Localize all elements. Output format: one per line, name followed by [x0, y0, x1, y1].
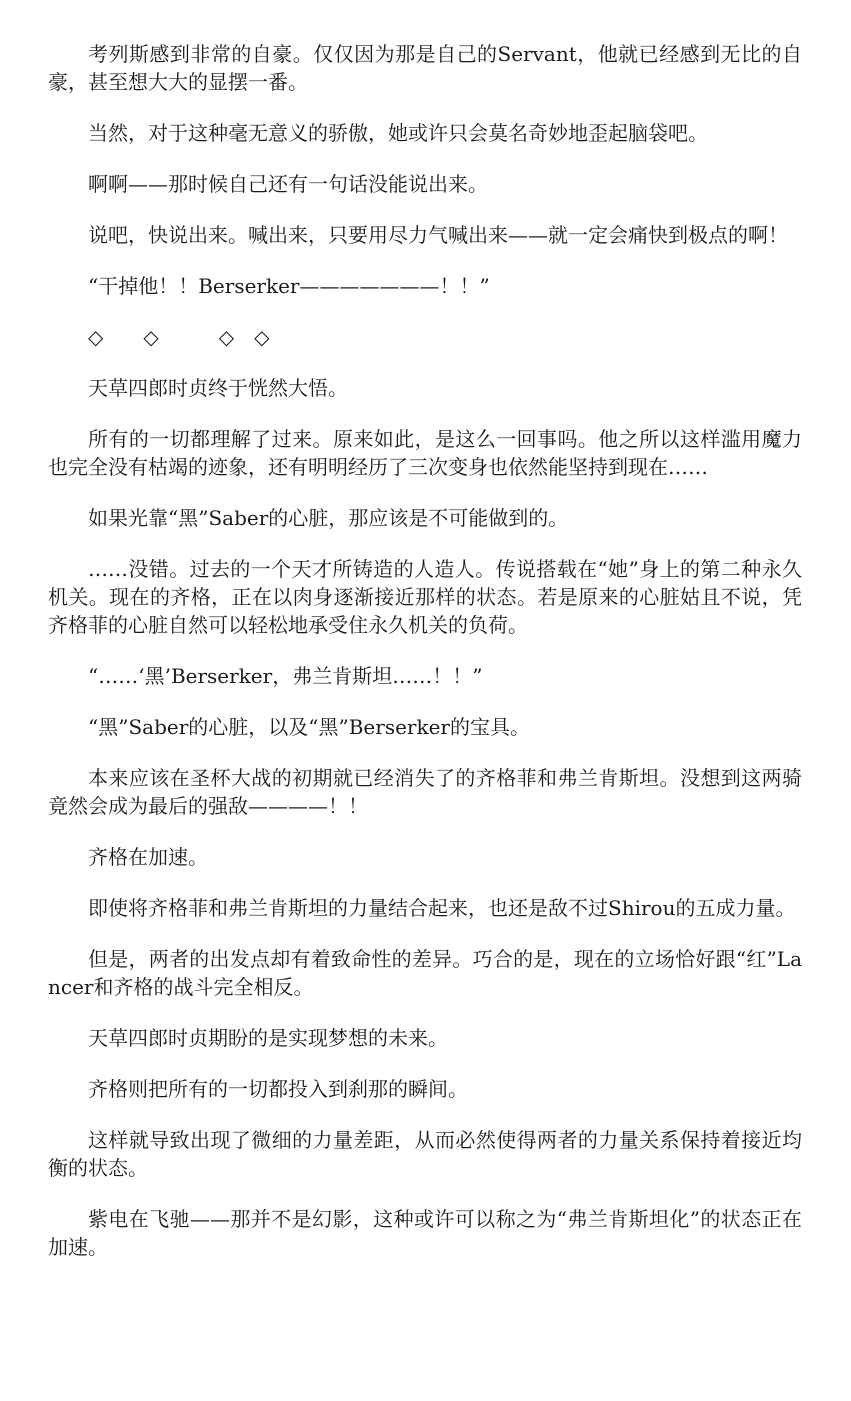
paragraph: “黑”Saber的心脏，以及“黑”Berserker的宝具。 — [88, 715, 530, 739]
paragraph: 这样就导致出现了微细的力量差距，从而必然使得两者的力量关系保持着接近均衡的状态。 — [48, 1128, 802, 1180]
scene-break-divider: ◇ ◇ ◇ ◇ — [88, 325, 270, 349]
paragraph: “干掉他！！Berserker———————！！” — [88, 274, 490, 298]
paragraph: 啊啊——那时候自己还有一句话没能说出来。 — [88, 172, 488, 196]
paragraph: 即使将齐格菲和弗兰肯斯坦的力量结合起来，也还是敌不过Shirou的五成力量。 — [88, 896, 796, 920]
paragraph: 说吧，快说出来。喊出来，只要用尽力气喊出来——就一定会痛快到极点的啊！ — [88, 223, 788, 247]
paragraph: 齐格在加速。 — [88, 845, 208, 869]
paragraph: 紫电在飞驰——那并不是幻影，这种或许可以称之为“弗兰肯斯坦化”的状态正在加速。 — [48, 1207, 802, 1259]
paragraph: 所有的一切都理解了过来。原来如此，是这么一回事吗。他之所以这样滥用魔力也完全没有枯竭的迹象，还有明明经历了三次变身也依然能坚持到现在…… — [48, 427, 802, 479]
paragraph: “……‘黑’Berserker，弗兰肯斯坦……！！” — [88, 664, 483, 688]
paragraph: 天草四郎时贞期盼的是实现梦想的未来。 — [88, 1026, 448, 1050]
paragraph: 但是，两者的出发点却有着致命性的差异。巧合的是，现在的立场恰好跟“红”Lancer和齐格的战斗完全相反。 — [48, 947, 802, 999]
paragraph: 如果光靠“黑”Saber的心脏，那应该是不可能做到的。 — [88, 506, 569, 530]
paragraph: 考列斯感到非常的自豪。仅仅因为那是自己的Servant，他就已经感到无比的自豪，甚至想大大的显摆一番。 — [48, 42, 802, 94]
paragraph: 本来应该在圣杯大战的初期就已经消失了的齐格菲和弗兰肯斯坦。没想到这两骑竟然会成为最后的强敌————！！ — [48, 766, 802, 818]
paragraph: 天草四郎时贞终于恍然大悟。 — [88, 376, 348, 400]
paragraph: 当然，对于这种毫无意义的骄傲，她或许只会莫名奇妙地歪起脑袋吧。 — [88, 121, 708, 145]
paragraph: 齐格则把所有的一切都投入到刹那的瞬间。 — [88, 1077, 468, 1101]
paragraph: ……没错。过去的一个天才所铸造的人造人。传说搭载在“她”身上的第二种永久机关。现在的齐格，正在以肉身逐渐接近那样的状态。若是原来的心脏姑且不说，凭齐格菲的心脏自然可以轻松地承受住永久机关的负荷。 — [48, 557, 802, 637]
document-page — [48, 40, 802, 1284]
